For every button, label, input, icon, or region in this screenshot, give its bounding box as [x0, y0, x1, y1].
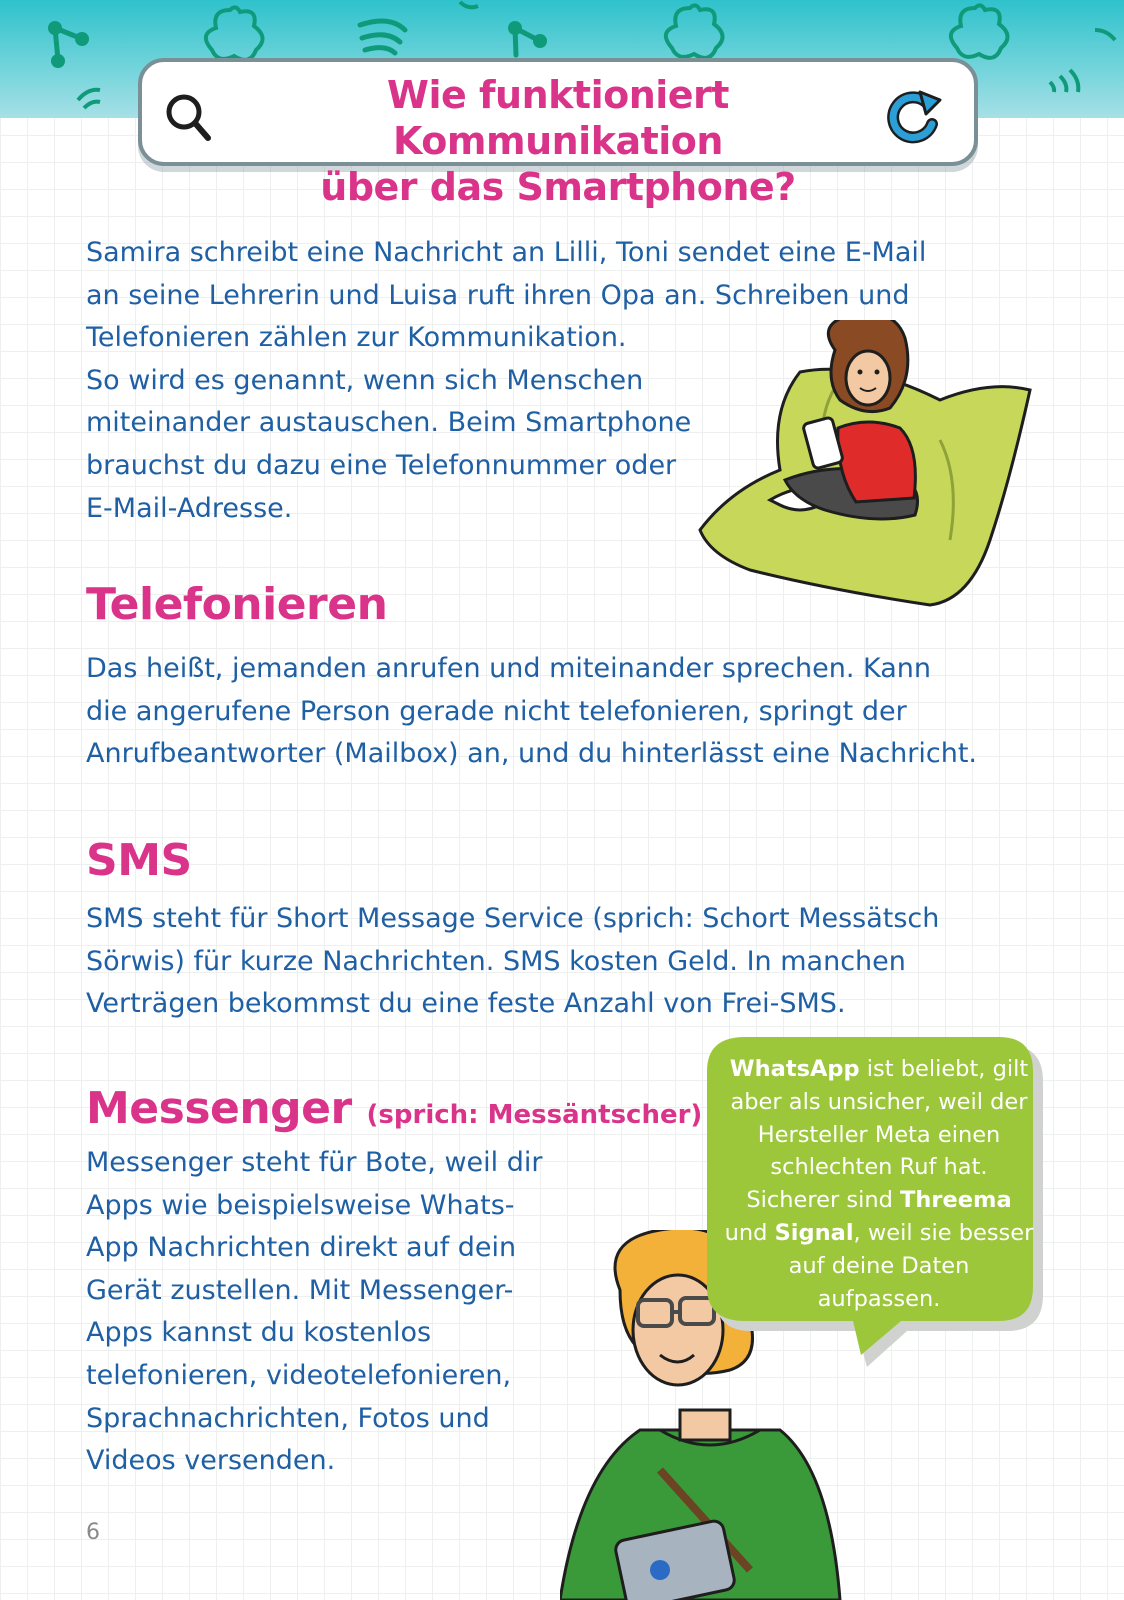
messenger-title: Messenger [86, 1083, 352, 1134]
bubble-part-1: ist beliebt, gilt aber als unsicher, weil der Hersteller Meta einen schlechten Ruf hat. Sicherer sind [730, 1056, 1029, 1214]
bubble-part-3: , weil sie besser auf deine Daten aufpassen. [788, 1219, 1034, 1312]
bubble-signal: Signal [774, 1219, 854, 1246]
bubble-whatsapp: WhatsApp [729, 1056, 860, 1082]
title-line-2: über das Smartphone? [320, 165, 796, 209]
telefonieren-text: Das heißt, jemanden anrufen und miteinander sprechen. Kann die angerufene Person gerade nicht telefonieren, springt der Anrufbeantworter (Mailbox) an, und du hinterlässt eine Nachricht. [86, 653, 977, 770]
heading-telefonieren: Telefonieren [86, 579, 388, 630]
bubble-threema: Threema [900, 1187, 1012, 1214]
bubble-text [724, 1053, 1034, 1315]
page-title [222, 72, 894, 210]
title-line-1: Wie funktioniert Kommunikation [387, 73, 729, 163]
girl-on-beanbag-illustration [690, 320, 1050, 620]
title-box [138, 58, 978, 209]
page-number: 6 [86, 1520, 100, 1545]
intro-text: Samira schreibt eine Nachricht an Lilli, Toni sendet eine E-Mail an seine Lehrerin und Luisa ruft ihren Opa an. Schreiben und Telefonieren zählen zur Kommunikation. So wird es genannt, wenn sich Menschen miteinander austauschen. Beim Smartphone brauchst du dazu eine Telefonnummer oder E-Mail-Adresse. [86, 237, 927, 524]
sms-text: SMS steht für Short Message Service (sprich: Schort Messätsch Sörwis) für kurze Nachrichten. SMS kosten Geld. In manchen Verträgen bekommst du eine feste Anzahl von Frei-SMS. [86, 903, 940, 1020]
messenger-text: Messenger steht für Bote, weil dir Apps wie beispielsweise Whats- App Nachrichten direkt auf dein Gerät zustellen. Mit Messenger- Apps kannst du kostenlos telefonieren, videotelefonieren, Sprachnachrichten, Fotos und Videos versenden. [86, 1147, 543, 1477]
heading-sms: SMS [86, 835, 192, 886]
bubble-part-2: und [724, 1219, 775, 1246]
messenger-pronunciation: (sprich: Messäntscher) [366, 1100, 703, 1130]
refresh-icon [884, 86, 944, 146]
heading-messenger [86, 1084, 702, 1140]
search-icon [162, 90, 214, 144]
